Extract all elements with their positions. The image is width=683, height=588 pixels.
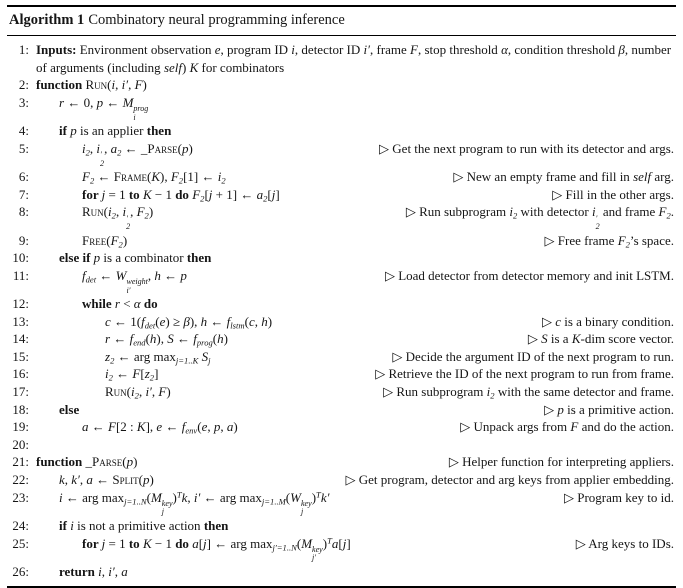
line-number: 15: xyxy=(12,348,29,364)
line-code: $z_2$ ← arg $\max_{j=1..K} S_j$ xyxy=(105,348,211,366)
line-comment: ▷ Retrieve the ID of the next program to run from frame. xyxy=(375,366,674,382)
algo-line-22 xyxy=(8,471,674,489)
line-number: 22: xyxy=(12,472,29,487)
line-comment: ▷ Helper function for interpreting appliers. xyxy=(448,454,674,470)
line-number: 12: xyxy=(12,296,29,312)
line-number: 18: xyxy=(12,401,29,417)
algorithm-label: Algorithm 1 xyxy=(9,12,85,28)
algo-line-16 xyxy=(8,365,674,383)
algo-line-7 xyxy=(8,186,674,204)
line-code: if i is not a primitive action then xyxy=(59,517,229,533)
line-comment: ▷ Run subprogram $i_2$ with the same detector and frame. xyxy=(383,384,674,401)
line-number: 1: xyxy=(18,42,29,57)
line-number: 25: xyxy=(12,535,29,551)
line-code: $i_2$ ← $F[z_2]$ xyxy=(105,366,159,384)
line-code: else if p is a combinator then xyxy=(59,250,212,266)
comment-marker-icon: ▷ xyxy=(375,366,389,382)
line-number: 7: xyxy=(18,186,29,202)
line-code: function Run(i, i′, F) xyxy=(36,77,147,93)
line-comment: ▷ Arg keys to IDs. xyxy=(575,535,674,551)
algo-line-25 xyxy=(8,535,674,563)
line-number: 19: xyxy=(12,419,29,435)
line-code: for j = 1 to K − 1 do $F_2[j + 1]$ ← $a_2[j]$ xyxy=(82,186,280,204)
comment-marker-icon: ▷ xyxy=(392,348,406,364)
algo-line-15 xyxy=(8,348,674,366)
line-code: function _Parse(p) xyxy=(36,454,138,470)
comment-marker-icon: ▷ xyxy=(460,419,474,435)
line-number: 3: xyxy=(18,94,29,110)
algo-line-4 xyxy=(8,122,674,140)
algo-line-12 xyxy=(8,295,674,313)
line-code: $i_2$, i ′ 2 , $a_2$ ← _Parse(p) xyxy=(82,140,193,168)
line-number: 11: xyxy=(12,267,29,283)
line-code: $f_{det}$ ← W weight i′ , h ← p xyxy=(82,267,187,295)
line-code: Inputs: Environment observation e, program ID i, detector ID i′, frame F, stop threshold α, condition threshold β, number of arguments (including self) K for combinators xyxy=(36,42,675,75)
algo-line-17 xyxy=(8,383,674,401)
line-number: 16: xyxy=(12,366,29,382)
line-number: 13: xyxy=(12,313,29,329)
line-code: $Free(F_2)$ xyxy=(82,232,128,250)
line-comment: ▷ Load detector from detector memory and init LSTM. xyxy=(384,267,674,283)
algo-line-5 xyxy=(8,140,674,168)
line-comment: ▷ S is a K-dim score vector. xyxy=(527,331,674,347)
algo-line-1 xyxy=(8,41,674,76)
comment-marker-icon: ▷ xyxy=(448,454,463,470)
line-number: 23: xyxy=(12,489,29,505)
line-code: k, k′, a ← Split(p) xyxy=(59,472,154,487)
comment-marker-icon: ▷ xyxy=(383,384,397,400)
line-comment: ▷ c is a binary condition. xyxy=(541,313,674,329)
line-code: $Run(i_2$, i ′ 2 , $F_2$) xyxy=(82,204,154,232)
line-number: 17: xyxy=(12,384,29,400)
line-number: 14: xyxy=(12,331,29,347)
line-code: c ← $1(f_{det}(e) \ge \beta)$, h ← $f_{lstm}(c$, h) xyxy=(105,313,273,331)
line-comment: ▷ Free frame $F_2’s$ space. xyxy=(544,232,674,250)
line-code: return i, i′, a xyxy=(59,563,128,579)
line-comment: ▷ Unpack args from F and do the action. xyxy=(460,419,674,435)
algo-line-8 xyxy=(8,203,674,231)
comment-marker-icon: ▷ xyxy=(552,186,566,202)
comment-marker-icon: ▷ xyxy=(541,313,556,329)
algo-line-11 xyxy=(8,267,674,295)
line-code: r ← $f_{end}(h)$, S ← $f_{prog}(h)$ xyxy=(105,331,228,348)
line-code: i ← arg $\max_{j=1..N}(M$ key j )$^T$k, i′ ← arg $\max_{j=1..M}(W$ key j )$^T$k′ xyxy=(59,489,330,517)
comment-marker-icon: ▷ xyxy=(405,204,420,220)
line-code: else xyxy=(59,401,80,417)
line-code: $F_2$ ← Frame(K), $F_2[1]$ ← $i_2$ xyxy=(82,169,226,186)
line-comment: ▷ Get program, detector and arg keys from applier embedding. xyxy=(345,472,674,487)
line-number: 24: xyxy=(12,517,29,533)
line-code: a ← F[2 : K], e ← $f_{env}(e$, p, a) xyxy=(82,419,238,436)
algo-line-2 xyxy=(8,76,674,94)
line-code: for j = 1 to K − 1 do a[j] ← arg $\max_{j'=1..N}(M$ key j′ )$^T$a[j] xyxy=(82,535,351,563)
algo-line-24 xyxy=(8,517,674,535)
algo-line-18 xyxy=(8,401,674,419)
line-number: 26: xyxy=(12,563,29,579)
line-comment: ▷ Decide the argument ID of the next program to run. xyxy=(392,348,674,364)
algorithm-title xyxy=(7,7,676,35)
algo-line-6 xyxy=(8,168,674,186)
algo-line-10 xyxy=(8,249,674,267)
line-code: while r < α do xyxy=(82,296,158,312)
algo-line-26 xyxy=(8,563,674,581)
line-comment: ▷ Fill in the other args. xyxy=(552,186,674,202)
line-code: $Run(i_2$, i′, F) xyxy=(105,384,171,401)
algo-line-9 xyxy=(8,232,674,250)
algorithm-body xyxy=(0,36,683,586)
line-number: 4: xyxy=(18,123,29,139)
algo-line-14 xyxy=(8,330,674,348)
line-number: 8: xyxy=(18,204,29,220)
comment-marker-icon: ▷ xyxy=(453,169,467,185)
algo-line-3 xyxy=(8,94,674,122)
line-number: 6: xyxy=(18,169,29,185)
algo-line-19 xyxy=(8,418,674,436)
comment-marker-icon: ▷ xyxy=(544,401,558,417)
line-number: 10: xyxy=(12,250,29,266)
line-code: if p is an applier then xyxy=(59,123,172,139)
comment-marker-icon: ▷ xyxy=(575,535,589,551)
algo-line-23 xyxy=(8,489,674,517)
line-comment: ▷ Program key to id. xyxy=(563,489,674,505)
comment-marker-icon: ▷ xyxy=(379,140,393,156)
line-comment: ▷ Run subprogram $i_2$ with detector i ′ 2 and frame $F_2$. xyxy=(405,204,674,232)
algorithm-caption: Combinatory neural programming inference xyxy=(88,12,345,28)
comment-marker-icon: ▷ xyxy=(384,267,399,283)
comment-marker-icon: ▷ xyxy=(527,331,542,347)
line-number: 20: xyxy=(12,436,29,452)
comment-marker-icon: ▷ xyxy=(563,489,578,505)
algo-line-21 xyxy=(8,453,674,471)
line-number: 2: xyxy=(18,77,29,93)
line-comment: ▷ New an empty frame and fill in self arg. xyxy=(453,169,674,185)
comment-marker-icon: ▷ xyxy=(544,232,558,248)
line-number: 9: xyxy=(18,232,29,248)
line-number: 21: xyxy=(12,454,29,470)
line-comment: ▷ p is a primitive action. xyxy=(544,401,674,417)
algo-line-13 xyxy=(8,313,674,331)
comment-marker-icon: ▷ xyxy=(345,472,359,487)
line-number: 5: xyxy=(18,140,29,156)
line-comment: ▷ Get the next program to run with its detector and args. xyxy=(379,140,674,156)
line-code: r ← 0, p ← M prog i xyxy=(59,94,149,122)
algo-line-20 xyxy=(8,436,674,454)
